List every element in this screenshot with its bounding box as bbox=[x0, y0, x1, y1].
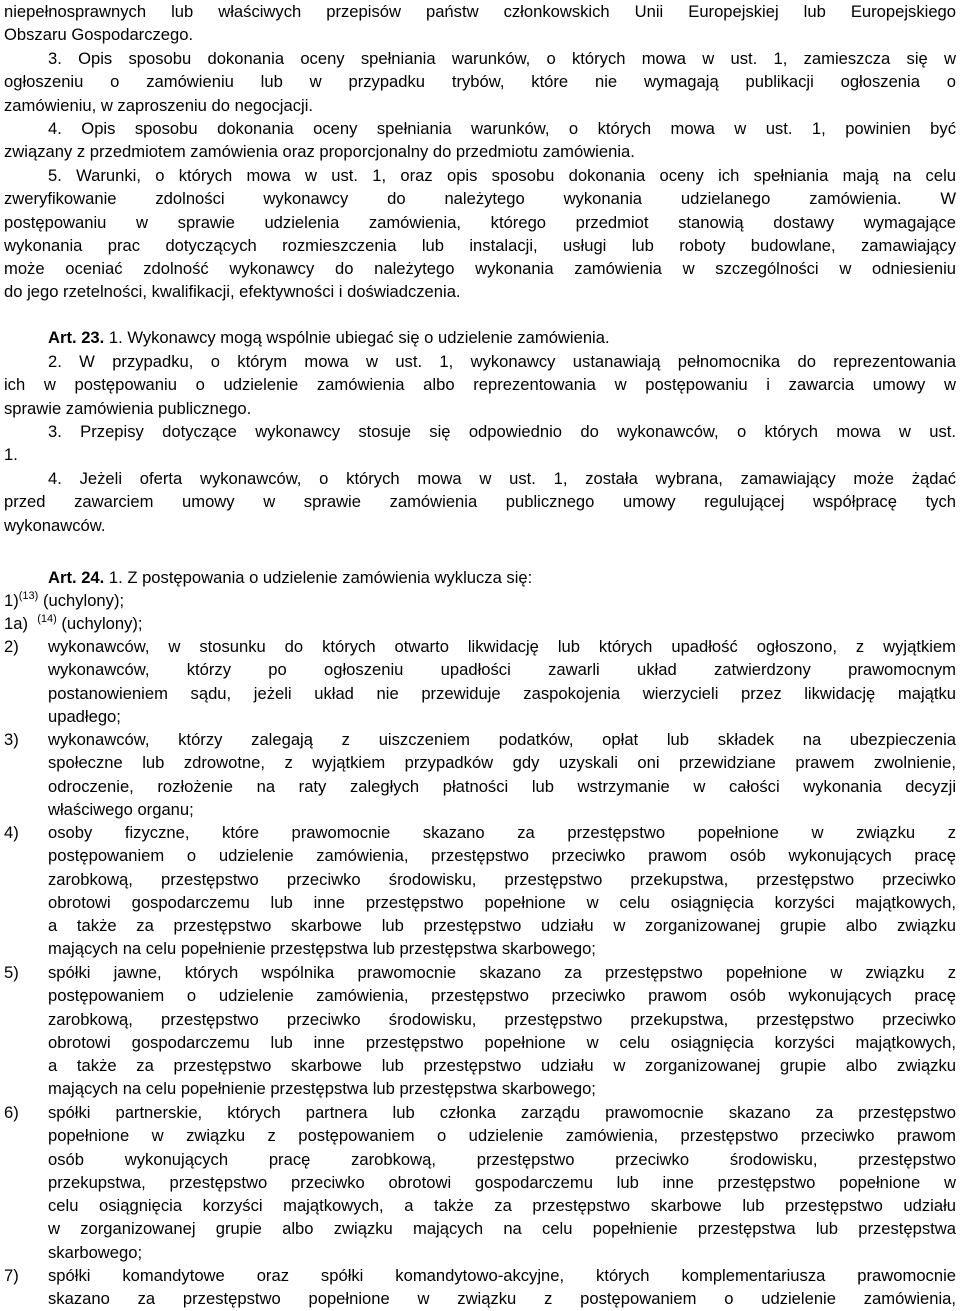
text-line: przekupstwa, przestępstwo przeciwko obrotowi gospodarczemu lub inne przestępstwo popełnione w bbox=[48, 1172, 956, 1192]
item-text: (uchylony); bbox=[38, 591, 125, 610]
text-line: a także za przestępstwo skarbowe lub przestępstwo udziału w zorganizowanej grupie albo związku bbox=[48, 916, 956, 936]
list-item-1a bbox=[4, 612, 956, 635]
text-line: 5. Warunki, o których mowa w ust. 1, oraz opis sposobu dokonania oceny ich spełniania mają na celu bbox=[48, 166, 956, 185]
list-item-5 bbox=[4, 961, 956, 1101]
text-line: zarobkową, przestępstwo przeciwko środowisku, przestępstwo przekupstwa, przestępstwo przeciwko bbox=[48, 869, 956, 889]
text-line: społeczne lub zdrowotne, z wyjątkiem przypadków gdy uzyskali oni przewidziane prawem zwolnienie, bbox=[48, 753, 956, 773]
text-line: 1. bbox=[4, 445, 18, 465]
text-line: do jego rzetelności, kwalifikacji, efektywności i doświadczenia. bbox=[4, 282, 461, 302]
list-item-7 bbox=[4, 1264, 956, 1311]
article-23-ust-1: 1. Wykonawcy mogą wspólnie ubiegać się o udzielenie zamówienia. bbox=[104, 328, 610, 347]
text-line: skazano za przestępstwo popełnione w związku z postępowaniem o udzielenie zamówienia, bbox=[48, 1289, 956, 1309]
text-line: skarbowego; bbox=[48, 1242, 143, 1262]
article-23-heading bbox=[4, 326, 956, 349]
text-line bbox=[4, 589, 956, 612]
list-item-2 bbox=[4, 635, 956, 728]
text-line: zweryfikowanie zdolności wykonawcy do należytego wykonania udzielanego zamówienia. W bbox=[4, 189, 956, 209]
list-item-4 bbox=[4, 821, 956, 961]
footnote-ref: (14) bbox=[37, 613, 57, 625]
text-line: właściwego organu; bbox=[48, 799, 194, 819]
text-line: wykonawców, którzy zalegają z uiszczeniem podatków, opłat lub składek na ubezpieczenia bbox=[48, 730, 956, 749]
text-line: postępowaniem o udzielenie zamówienia, przestępstwo przeciwko prawom osób wykonujących pracę bbox=[48, 846, 956, 866]
text-line: osób wykonujących pracę zarobkową, przestępstwo przeciwko środowisku, przestępstwo bbox=[48, 1149, 956, 1169]
text-line: zarobkową, przestępstwo przeciwko środowisku, przestępstwo przekupstwa, przestępstwo przeciwko bbox=[48, 1009, 956, 1029]
article-24-heading bbox=[4, 566, 956, 589]
item-number: 2) bbox=[4, 637, 19, 656]
text-line: wykonawców, w stosunku do których otwarto likwidację lub których upadłość ogłoszono, z wyjątkiem bbox=[48, 637, 956, 656]
text-line bbox=[4, 612, 956, 635]
text-line: niepełnosprawnych lub właściwych przepisów państw członkowskich Unii Europejskiej lub Europejskiego bbox=[4, 2, 956, 21]
text-line: upadłego; bbox=[48, 706, 121, 726]
text-line: postępowaniu w sprawie udzielenia zamówienia, którego przedmiot stanowią dostawy wymagające bbox=[4, 212, 956, 232]
text-line: może oceniać zdolność wykonawcy do należytego wykonania zamówienia w szczególności w odniesieniu bbox=[4, 259, 956, 279]
item-number: 1) bbox=[4, 591, 19, 610]
text-line: a także za przestępstwo skarbowe lub przestępstwo udziału w zorganizowanej grupie albo związku bbox=[48, 1056, 956, 1076]
text-line: związany z przedmiotem zamówienia oraz proporcjonalny do przedmiotu zamówienia. bbox=[4, 142, 635, 162]
text-line: postanowieniem sądu, jeżeli układ nie przewiduje zaspokojenia wierzycieli przez likwidację majątku bbox=[48, 683, 956, 703]
text-line: mających na celu popełnienie przestępstwa lub przestępstwa skarbowego; bbox=[48, 939, 596, 959]
article-24-ust-1: 1. Z postępowania o udzielenie zamówienia wyklucza się: bbox=[104, 568, 533, 587]
list-item-3 bbox=[4, 728, 956, 821]
item-number: 1a) bbox=[4, 614, 28, 633]
article-23-ust-2 bbox=[4, 350, 956, 420]
text-line bbox=[4, 566, 956, 589]
text-line: 4. Jeżeli oferta wykonawców, o których mowa w ust. 1, została wybrana, zamawiający może żądać bbox=[48, 469, 956, 488]
text-line: obrotowi gospodarczemu lub inne przestępstwo popełnione w celu osiągnięcia korzyści majątkowych, bbox=[48, 1032, 956, 1052]
article-number: Art. 24. bbox=[48, 568, 105, 587]
paragraph-continuation bbox=[4, 0, 956, 47]
text-line: ogłoszeniu o zamówieniu lub w przypadku trybów, które nie wymagają publikacji ogłoszenia o bbox=[4, 72, 956, 92]
list-item-1 bbox=[4, 589, 956, 612]
paragraph-ust-5 bbox=[4, 164, 956, 304]
text-line: ich w postępowaniu o udzielenie zamówienia albo reprezentowania w postępowaniu i zawarcia umowy w bbox=[4, 375, 956, 395]
item-number: 4) bbox=[4, 823, 19, 842]
article-number: Art. 23. bbox=[48, 328, 105, 347]
article-23-ust-3 bbox=[4, 420, 956, 467]
paragraph-ust-3 bbox=[4, 47, 956, 117]
article-23-ust-4 bbox=[4, 467, 956, 537]
text-line bbox=[4, 326, 956, 349]
text-line: popełnione w związku z postępowaniem o udzielenie zamówienia, przestępstwo przeciwko prawom bbox=[48, 1126, 956, 1146]
text-line: 3. Przepisy dotyczące wykonawcy stosuje się odpowiednio do wykonawców, o których mowa w ust. bbox=[48, 422, 956, 441]
item-number: 3) bbox=[4, 730, 19, 749]
item-text: (uchylony); bbox=[56, 614, 143, 633]
text-line: obrotowi gospodarczemu lub inne przestępstwo popełnione w celu osiągnięcia korzyści majątkowych, bbox=[48, 892, 956, 912]
text-line: sprawie zamówienia publicznego. bbox=[4, 398, 252, 418]
text-line: odroczenie, rozłożenie na raty zaległych płatności lub wstrzymanie w całości wykonania decyzji bbox=[48, 776, 956, 796]
text-line: celu osiągnięcia korzyści majątkowych, a także za przestępstwo skarbowe lub przestępstwo udziału bbox=[48, 1196, 956, 1216]
text-line: wykonawców. bbox=[4, 515, 106, 535]
text-line: 2. W przypadku, o którym mowa w ust. 1, wykonawcy ustanawiają pełnomocnika do reprezentowania bbox=[48, 352, 956, 371]
item-number: 5) bbox=[4, 963, 19, 982]
text-line: spółki partnerskie, których partnera lub członka zarządu prawomocnie skazano za przestępstwo bbox=[48, 1103, 956, 1122]
item-number: 7) bbox=[4, 1266, 19, 1285]
text-line: zamówieniu, w zaproszeniu do negocjacji. bbox=[4, 95, 313, 115]
text-line: spółki komandytowe oraz spółki komandytowo-akcyjne, których komplementariusza prawomocnie bbox=[48, 1266, 956, 1285]
text-line: postępowaniem o udzielenie zamówienia, przestępstwo przeciwko prawom osób wykonujących pracę bbox=[48, 986, 956, 1006]
text-line: mających na celu popełnienie przestępstwa lub przestępstwa skarbowego; bbox=[48, 1079, 596, 1099]
text-line: osoby fizyczne, które prawomocnie skazano za przestępstwo popełnione w związku z bbox=[48, 823, 956, 842]
footnote-ref: (13) bbox=[18, 590, 39, 602]
text-line: wykonania prac dotyczących rozmieszczenia lub instalacji, usługi lub roboty budowlane, zamawiający bbox=[4, 235, 956, 255]
item-number: 6) bbox=[4, 1103, 19, 1122]
text-line: 4. Opis sposobu dokonania oceny spełniania warunków, o których mowa w ust. 1, powinien być bbox=[48, 119, 956, 138]
text-line: w zorganizowanej grupie albo związku mających na celu popełnienie przestępstwa lub przestępstwa bbox=[48, 1219, 956, 1239]
text-line: 3. Opis sposobu dokonania oceny spełniania warunków, o których mowa w ust. 1, zamieszcza się w bbox=[48, 49, 956, 68]
text-line: przed zawarciem umowy w sprawie zamówienia publicznego umowy regulującej współpracę tych bbox=[4, 492, 956, 512]
paragraph-ust-4 bbox=[4, 117, 956, 164]
text-line: spółki jawne, których wspólnika prawomocnie skazano za przestępstwo popełnione w związku z bbox=[48, 963, 956, 982]
text-line: wykonawców, którzy po ogłoszeniu upadłości zawarli układ zatwierdzony prawomocnym bbox=[48, 660, 956, 680]
text-line: Obszaru Gospodarczego. bbox=[4, 25, 194, 45]
list-item-6 bbox=[4, 1101, 956, 1264]
